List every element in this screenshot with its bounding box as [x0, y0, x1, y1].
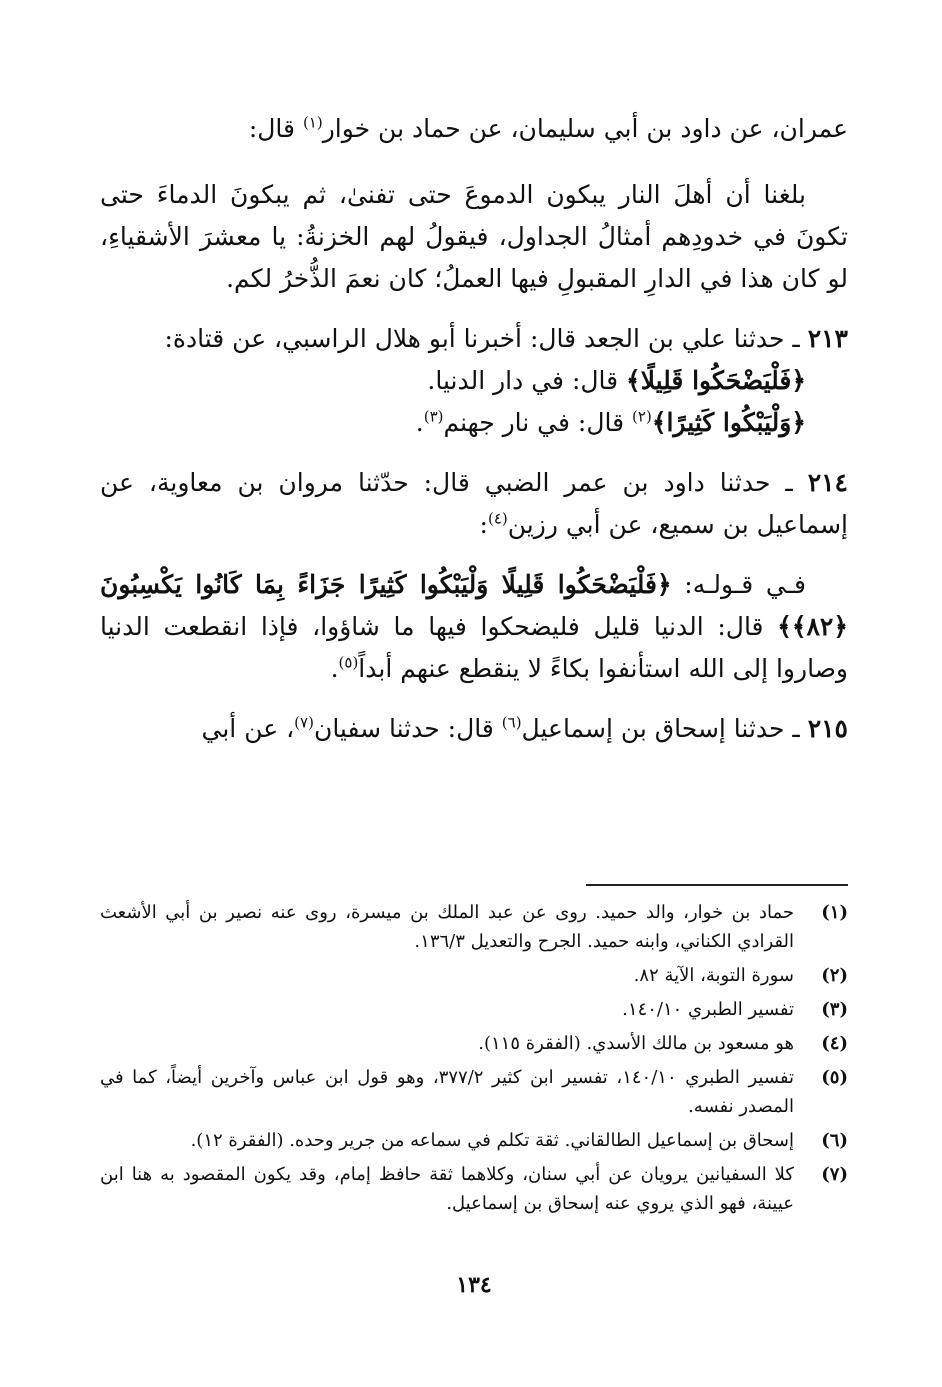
- footnote-item: [100, 961, 848, 990]
- footnote-number: (٧): [821, 1164, 848, 1185]
- narration-number: ٢١٤: [807, 468, 848, 497]
- narration-text: بلغنا أن أهلَ النار يبكون الدموعَ حتى تفنىٰ، ثم يبكونَ الدماءَ حتى تكونَ في خدودِهم أمثالُ الجداول، فيقولُ لهم الخزنةُ: يا معشرَ الأشقياءِ، لو كان هذا في الدارِ المقبولِ فيها العملُ؛ كان نعمَ الذُّخرُ لكم.: [100, 180, 848, 293]
- footnote-number: (٥): [821, 1067, 848, 1088]
- narration-214-body: فـي قـولـه: ﴿فَلْيَضْحَكُوا قَلِيلًا وَلْيَبْكُوا كَثِيرًا جَزَاءً بِمَا كَانُوا يَكْسِبُونَ ﴿٨٢﴾﴾ قال: الدنيا قليل فليضحكوا فيها ما شاؤوا، فإذا انقطعت الدنيا وصاروا إلى الله استأنفوا بكاءً لا ينقطع عنهم أبداً$^{(٥)}$.: [100, 570, 848, 683]
- footnote-text: تفسير الطبري ١٤٠/١٠، تفسير ابن كثير ٣٧٧/٢، وهو قول ابن عباس وآخرين أيضاً، كما في المصدر نفسه.: [100, 1067, 795, 1117]
- narration-number: ٢١٥: [807, 714, 848, 743]
- footnote-text: كلا السفيانين يرويان عن أبي سنان، وكلاهما ثقة حافظ إمام، وقد يكون المقصود به هنا ابن عيينة، فهو الذي يروي عنه إسحاق بن إسماعيل.: [100, 1164, 794, 1214]
- footnote-item: [100, 898, 848, 956]
- footnote-separator: [586, 884, 848, 886]
- footnote-number: (٤): [821, 1033, 848, 1054]
- footnote-number: (٢): [821, 965, 848, 986]
- footnote-number: (٦): [821, 1130, 848, 1151]
- footnote-text: إسحاق بن إسماعيل الطالقاني. ثقة تكلم في سماعه من جرير وحده. (الفقرة ١٢).: [190, 1130, 794, 1151]
- book-page: [100, 0, 848, 1387]
- narration-213: ٢١٣ ـ حدثنا علي بن الجعد قال: أخبرنا أبو هلال الراسبي، عن قتادة:: [164, 324, 848, 353]
- continuation-paragraph: عمران، عن داود بن أبي سليمان، عن حماد بن خوار$^{(١)}$ قال:: [248, 113, 848, 143]
- footnote-ref: (٦): [501, 713, 522, 732]
- quran-verse: ﴿وَلْيَبْكُوا كَثِيرًا﴾: [651, 408, 806, 437]
- verse-line-1: ﴿فَلْيَضْحَكُوا قَلِيلًا﴾ قال: في دار الدنيا.: [427, 366, 806, 395]
- footnote-number: (١): [821, 902, 848, 923]
- footnote-item: [100, 1063, 848, 1121]
- footnote-number: (٣): [821, 999, 848, 1020]
- footnote-text: هو مسعود بن مالك الأسدي. (الفقرة ١١٥).: [478, 1033, 794, 1054]
- narration-214: ٢١٤ ـ حدثنا داود بن عمر الضبي قال: حدّثنا مروان بن معاوية، عن إسماعيل بن سميع، عن أبي رزين$^{(٤)}$:: [100, 468, 848, 539]
- footnotes: [100, 898, 848, 1223]
- footnote-text: حماد بن خوار، والد حميد. روى عن عبد الملك بن ميسرة، روى عنه نصير بن أبي الأشعث القرادي الكناني، وابنه حميد. الجرح والتعديل ١٣٦/٣.: [100, 902, 794, 952]
- footnote-text: تفسير الطبري ١٤٠/١٠.: [622, 999, 794, 1020]
- footnote-item: [100, 1126, 848, 1155]
- footnote-ref: (١): [302, 113, 323, 132]
- footnote-item: [100, 1029, 848, 1058]
- footnote-text: سورة التوبة، الآية ٨٢.: [633, 965, 794, 986]
- footnote-ref: (٧): [294, 713, 314, 732]
- footnote-ref: (٣): [423, 407, 444, 426]
- quran-verse: ﴿فَلْيَضْحَكُوا قَلِيلًا وَلْيَبْكُوا كَثِيرًا جَزَاءً بِمَا كَانُوا يَكْسِبُونَ ﴿٨٢﴾﴾: [100, 570, 848, 641]
- footnote-ref: (٤): [487, 509, 508, 528]
- main-text: [100, 108, 848, 750]
- footnote-ref: (٢): [632, 407, 652, 426]
- footnote-ref: (٥): [338, 653, 359, 672]
- verse-line-2: ﴿وَلْيَبْكُوا كَثِيرًا﴾$^{(٢)}$ قال: في نار جهنم$^{(٣)}$.: [415, 407, 806, 437]
- page-number: ١٣٤: [456, 1272, 492, 1298]
- narration-215: ٢١٥ ـ حدثنا إسحاق بن إسماعيل$^{(٦)}$ قال: حدثنا سفيان$^{(٧)}$، عن أبي: [201, 713, 848, 743]
- footnote-item: [100, 995, 848, 1024]
- quran-verse: ﴿فَلْيَضْحَكُوا قَلِيلًا﴾: [626, 366, 806, 395]
- narration-number: ٢١٣: [807, 324, 848, 353]
- footnote-item: [100, 1160, 848, 1218]
